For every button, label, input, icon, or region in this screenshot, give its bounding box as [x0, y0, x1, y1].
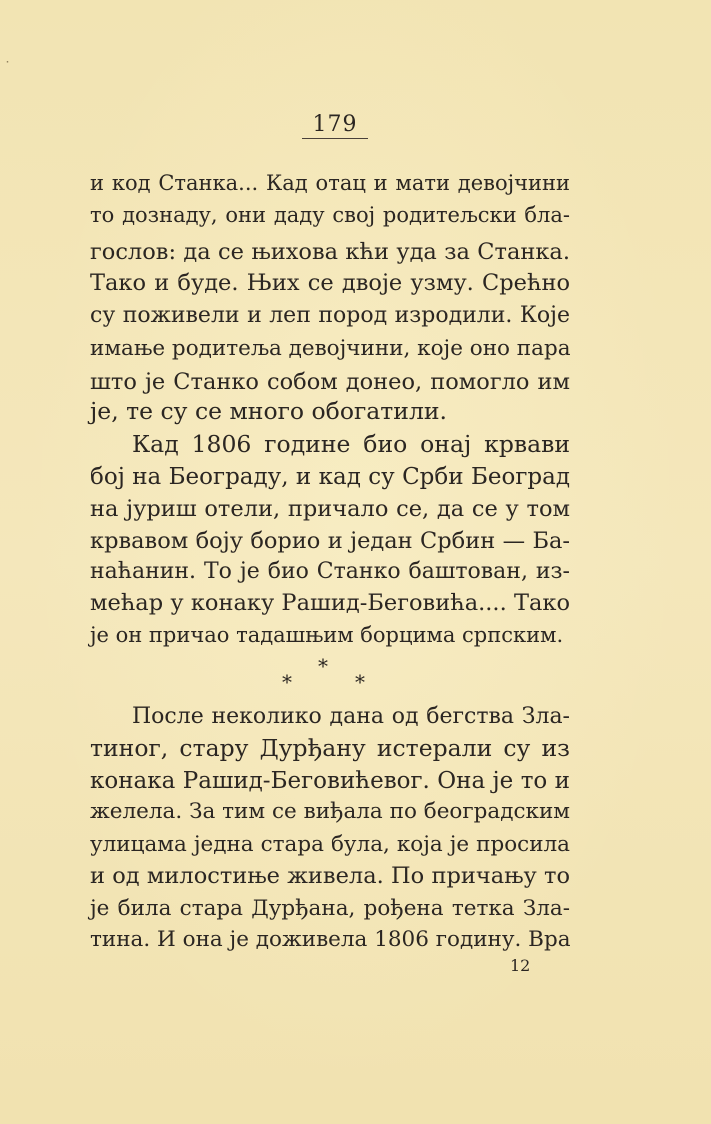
page-number: 179 — [312, 112, 358, 137]
text-line: је он причао тадашњим борцима српским. — [90, 623, 564, 647]
margin-mark: ˙ — [4, 60, 11, 76]
separator-asterisk: * — [282, 670, 292, 694]
text-line: бој на Београду, и кад су Срби Београд — [90, 464, 570, 490]
text-line: је била стара Дурђана, рођена тетка Зла- — [90, 896, 570, 921]
text-line: су поживели и леп пород изродили. Које — [90, 303, 570, 328]
text-line: желела. За тим се виђала по београдским — [90, 799, 570, 824]
text-line: је, те су се много обогатили. — [90, 397, 448, 425]
text-line: на јуриш отели, причало се, да се у том — [90, 496, 570, 522]
signature-mark: 12 — [510, 956, 531, 975]
page-number-rule — [302, 138, 368, 139]
separator-asterisk: * — [318, 654, 328, 678]
text-line: и код Станка... Кад отац и мати девојчини — [90, 171, 570, 195]
text-line: конака Рашид-Беговићевог. Она је то и — [90, 768, 570, 794]
text-line: Тако и буде. Њих се двоје узму. Срећно — [90, 270, 570, 296]
text-line: улицама једна стара була, која је просила — [90, 832, 570, 857]
separator-asterisk: * — [355, 670, 365, 694]
text-line: мећар у конаку Рашид-Беговића.... Тако — [90, 590, 570, 616]
text-line: После неколико дана од бегства Зла- — [132, 704, 570, 729]
text-line: Кад 1806 године био онај крвави — [132, 430, 570, 458]
text-line: и од милостиње живела. По причању то — [90, 863, 570, 889]
text-line: тиног, стару Дурђану истерали су из — [90, 734, 570, 762]
text-line: крвавом боју борио и један Србин — Ба- — [90, 528, 570, 554]
text-line: гослов: да се њихова кћи уда за Станка. — [90, 239, 570, 265]
text-line: тина. И она је доживела 1806 годину. Вра — [90, 927, 571, 952]
text-line: наћанин. То је био Станко баштован, из- — [90, 559, 570, 584]
text-line: то дознаду, они даду свој родитељски бла- — [90, 203, 570, 227]
text-line: што је Станко собом донео, помогло им — [90, 369, 570, 395]
text-line: имање родитеља девојчини, које оно пара — [90, 336, 571, 361]
